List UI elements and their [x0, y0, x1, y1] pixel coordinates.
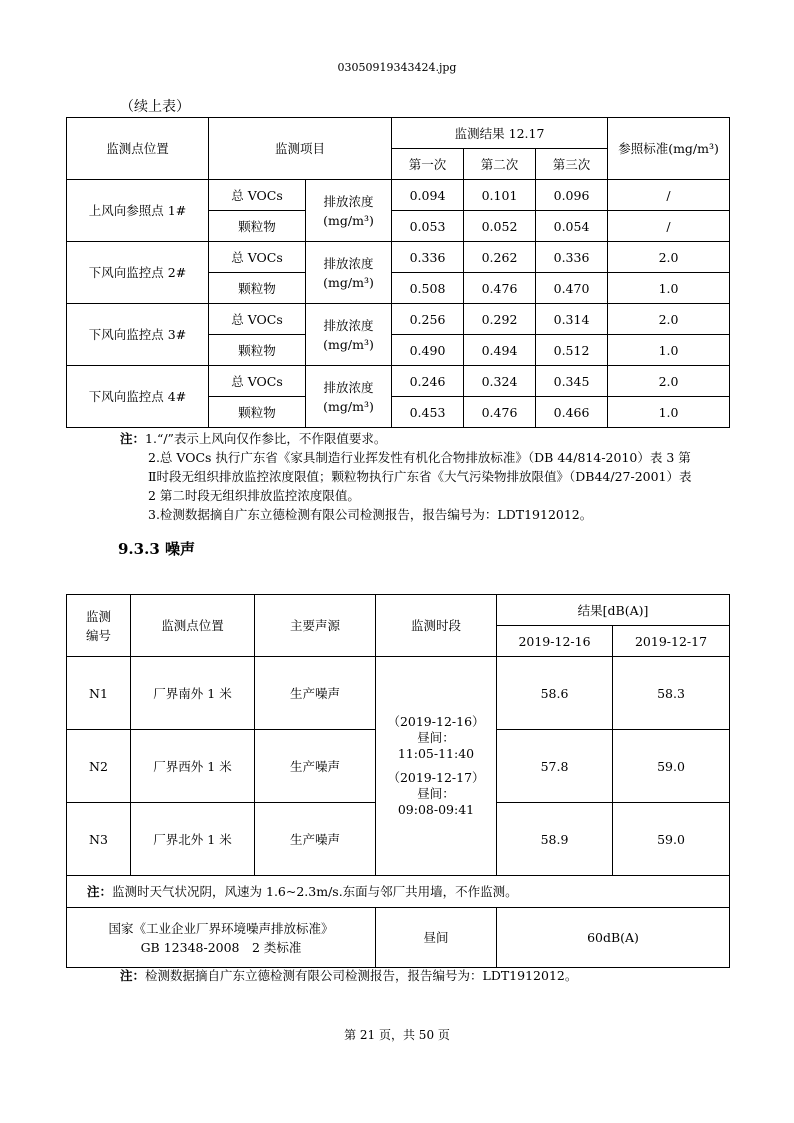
table-row: [67, 304, 730, 335]
weather-note: [67, 876, 730, 908]
result-cell: 58.6: [497, 657, 613, 730]
value-cell: 0.470: [536, 273, 608, 304]
value-cell: 0.096: [536, 180, 608, 211]
value-cell: 0.476: [464, 273, 536, 304]
conc-cell: [306, 242, 392, 304]
value-cell: 0.246: [392, 366, 464, 397]
value-cell: 0.345: [536, 366, 608, 397]
standard-value: 60dB(A): [497, 908, 730, 968]
header-time-2: 第二次: [464, 149, 536, 180]
value-cell: 0.292: [464, 304, 536, 335]
table-row: [67, 180, 730, 211]
note-label: 注：: [87, 884, 113, 899]
value-cell: 0.054: [536, 211, 608, 242]
standard-line-2: GB 12348-2008 2 类标准: [140, 939, 302, 955]
section-title: 9.3.3 噪声: [118, 540, 195, 558]
location-cell: 下风向监控点 4#: [67, 366, 209, 428]
period-line: 11:05-11:40: [397, 746, 475, 761]
table-row: [67, 366, 730, 397]
conc-unit: (mg/m³): [323, 212, 374, 228]
location-cell: 厂界北外 1 米: [131, 803, 255, 876]
location-cell: 上风向参照点 1#: [67, 180, 209, 242]
standard-line-1: 国家《工业企业厂界环境噪声排放标准》: [108, 920, 334, 936]
header-result: 监测结果 12.17: [392, 118, 608, 149]
header-item: 监测项目: [209, 118, 392, 180]
note-label: 注：: [120, 431, 146, 446]
value-cell: 0.476: [464, 397, 536, 428]
period-line: （2019-12-16）: [387, 714, 485, 729]
continued-label: （续上表）: [120, 99, 190, 115]
source-note: [120, 966, 577, 984]
period-gap: [376, 762, 496, 770]
source-cell: 生产噪声: [255, 730, 376, 803]
value-cell: 0.336: [392, 242, 464, 273]
page-footer: 第 21 页，共 50 页: [344, 1028, 450, 1042]
header-date-1: 2019-12-16: [497, 626, 613, 657]
standard-cell: 2.0: [608, 304, 730, 335]
header-date-2: 2019-12-17: [613, 626, 730, 657]
value-cell: 0.053: [392, 211, 464, 242]
header-time-3: 第三次: [536, 149, 608, 180]
value-cell: 0.101: [464, 180, 536, 211]
note-line-2: 2.总 VOCs 执行广东省《家具制造行业挥发性有机化合物排放标准》（DB 44/814-2010）表 3 第Ⅱ时段无组织排放监控浓度限值；颗粒物执行广东省《大气污染物排放限值》（DB44/27-2001）表 2 第二时段无组织排放监控浓度限值。: [148, 450, 692, 503]
table-notes: [120, 429, 695, 524]
item-cell: 颗粒物: [209, 397, 306, 428]
standard-cell: /: [608, 180, 730, 211]
standard-cell: 1.0: [608, 273, 730, 304]
standard-cell: /: [608, 211, 730, 242]
item-cell: 颗粒物: [209, 273, 306, 304]
period-cell: [376, 657, 497, 876]
item-cell: 总 VOCs: [209, 304, 306, 335]
result-cell: 59.0: [613, 730, 730, 803]
conc-cell: [306, 304, 392, 366]
item-cell: 颗粒物: [209, 211, 306, 242]
value-cell: 0.052: [464, 211, 536, 242]
item-cell: 总 VOCs: [209, 242, 306, 273]
conc-unit: (mg/m³): [323, 274, 374, 290]
value-cell: 0.256: [392, 304, 464, 335]
value-cell: 0.490: [392, 335, 464, 366]
item-cell: 颗粒物: [209, 335, 306, 366]
item-cell: 总 VOCs: [209, 180, 306, 211]
id-cell: N1: [67, 657, 131, 730]
period-line: 09:08-09:41: [397, 802, 475, 817]
conc-label: 排放浓度: [323, 193, 374, 209]
item-cell: 总 VOCs: [209, 366, 306, 397]
air-monitoring-table: [66, 117, 730, 428]
header-id-line1: 监测: [85, 608, 111, 624]
image-filename: 03050919343424.jpg: [337, 61, 457, 74]
value-cell: 0.453: [392, 397, 464, 428]
note-line-3: 3.检测数据摘自广东立德检测有限公司检测报告，报告编号为：LDT1912012。: [148, 507, 593, 522]
value-cell: 0.336: [536, 242, 608, 273]
period-line: （2019-12-17）: [387, 770, 485, 785]
conc-label: 排放浓度: [323, 379, 374, 395]
note-label: 注：: [120, 968, 146, 983]
header-time-1: 第一次: [392, 149, 464, 180]
header-location: 监测点位置: [131, 595, 255, 657]
id-cell: N2: [67, 730, 131, 803]
standard-cell: 2.0: [608, 366, 730, 397]
value-cell: 0.508: [392, 273, 464, 304]
period-line: 昼间：: [417, 786, 455, 801]
table-row: [67, 657, 730, 730]
value-cell: 0.262: [464, 242, 536, 273]
weather-note-text: 监测时天气状况阴，风速为 1.6~2.3m/s.东面与邻厂共用墙，不作监测。: [112, 884, 518, 899]
value-cell: 0.494: [464, 335, 536, 366]
conc-cell: [306, 180, 392, 242]
note-line-1: 1.“/”表示上风向仅作参比，不作限值要求。: [145, 431, 387, 446]
id-cell: N3: [67, 803, 131, 876]
conc-cell: [306, 366, 392, 428]
value-cell: 0.512: [536, 335, 608, 366]
noise-monitoring-table: [66, 594, 730, 968]
header-location: 监测点位置: [67, 118, 209, 180]
header-id: [67, 595, 131, 657]
location-cell: 厂界西外 1 米: [131, 730, 255, 803]
location-cell: 厂界南外 1 米: [131, 657, 255, 730]
result-cell: 58.9: [497, 803, 613, 876]
result-cell: 58.3: [613, 657, 730, 730]
standard-name: [67, 908, 376, 968]
value-cell: 0.324: [464, 366, 536, 397]
source-cell: 生产噪声: [255, 803, 376, 876]
value-cell: 0.094: [392, 180, 464, 211]
standard-cell: 2.0: [608, 242, 730, 273]
value-cell: 0.314: [536, 304, 608, 335]
conc-label: 排放浓度: [323, 317, 374, 333]
standard-cell: 1.0: [608, 335, 730, 366]
header-result: 结果[dB(A)]: [497, 595, 730, 626]
table-row: [67, 242, 730, 273]
header-id-line2: 编号: [85, 627, 111, 643]
location-cell: 下风向监控点 3#: [67, 304, 209, 366]
conc-label: 排放浓度: [323, 255, 374, 271]
header-period: 监测时段: [376, 595, 497, 657]
header-standard: 参照标准(mg/m³): [608, 118, 730, 180]
value-cell: 0.466: [536, 397, 608, 428]
source-cell: 生产噪声: [255, 657, 376, 730]
header-source: 主要声源: [255, 595, 376, 657]
standard-cell: 1.0: [608, 397, 730, 428]
conc-unit: (mg/m³): [323, 398, 374, 414]
period-line: 昼间：: [417, 730, 455, 745]
standard-period: 昼间: [376, 908, 497, 968]
conc-unit: (mg/m³): [323, 336, 374, 352]
result-cell: 59.0: [613, 803, 730, 876]
result-cell: 57.8: [497, 730, 613, 803]
location-cell: 下风向监控点 2#: [67, 242, 209, 304]
source-note-text: 检测数据摘自广东立德检测有限公司检测报告，报告编号为：LDT1912012。: [145, 968, 578, 983]
